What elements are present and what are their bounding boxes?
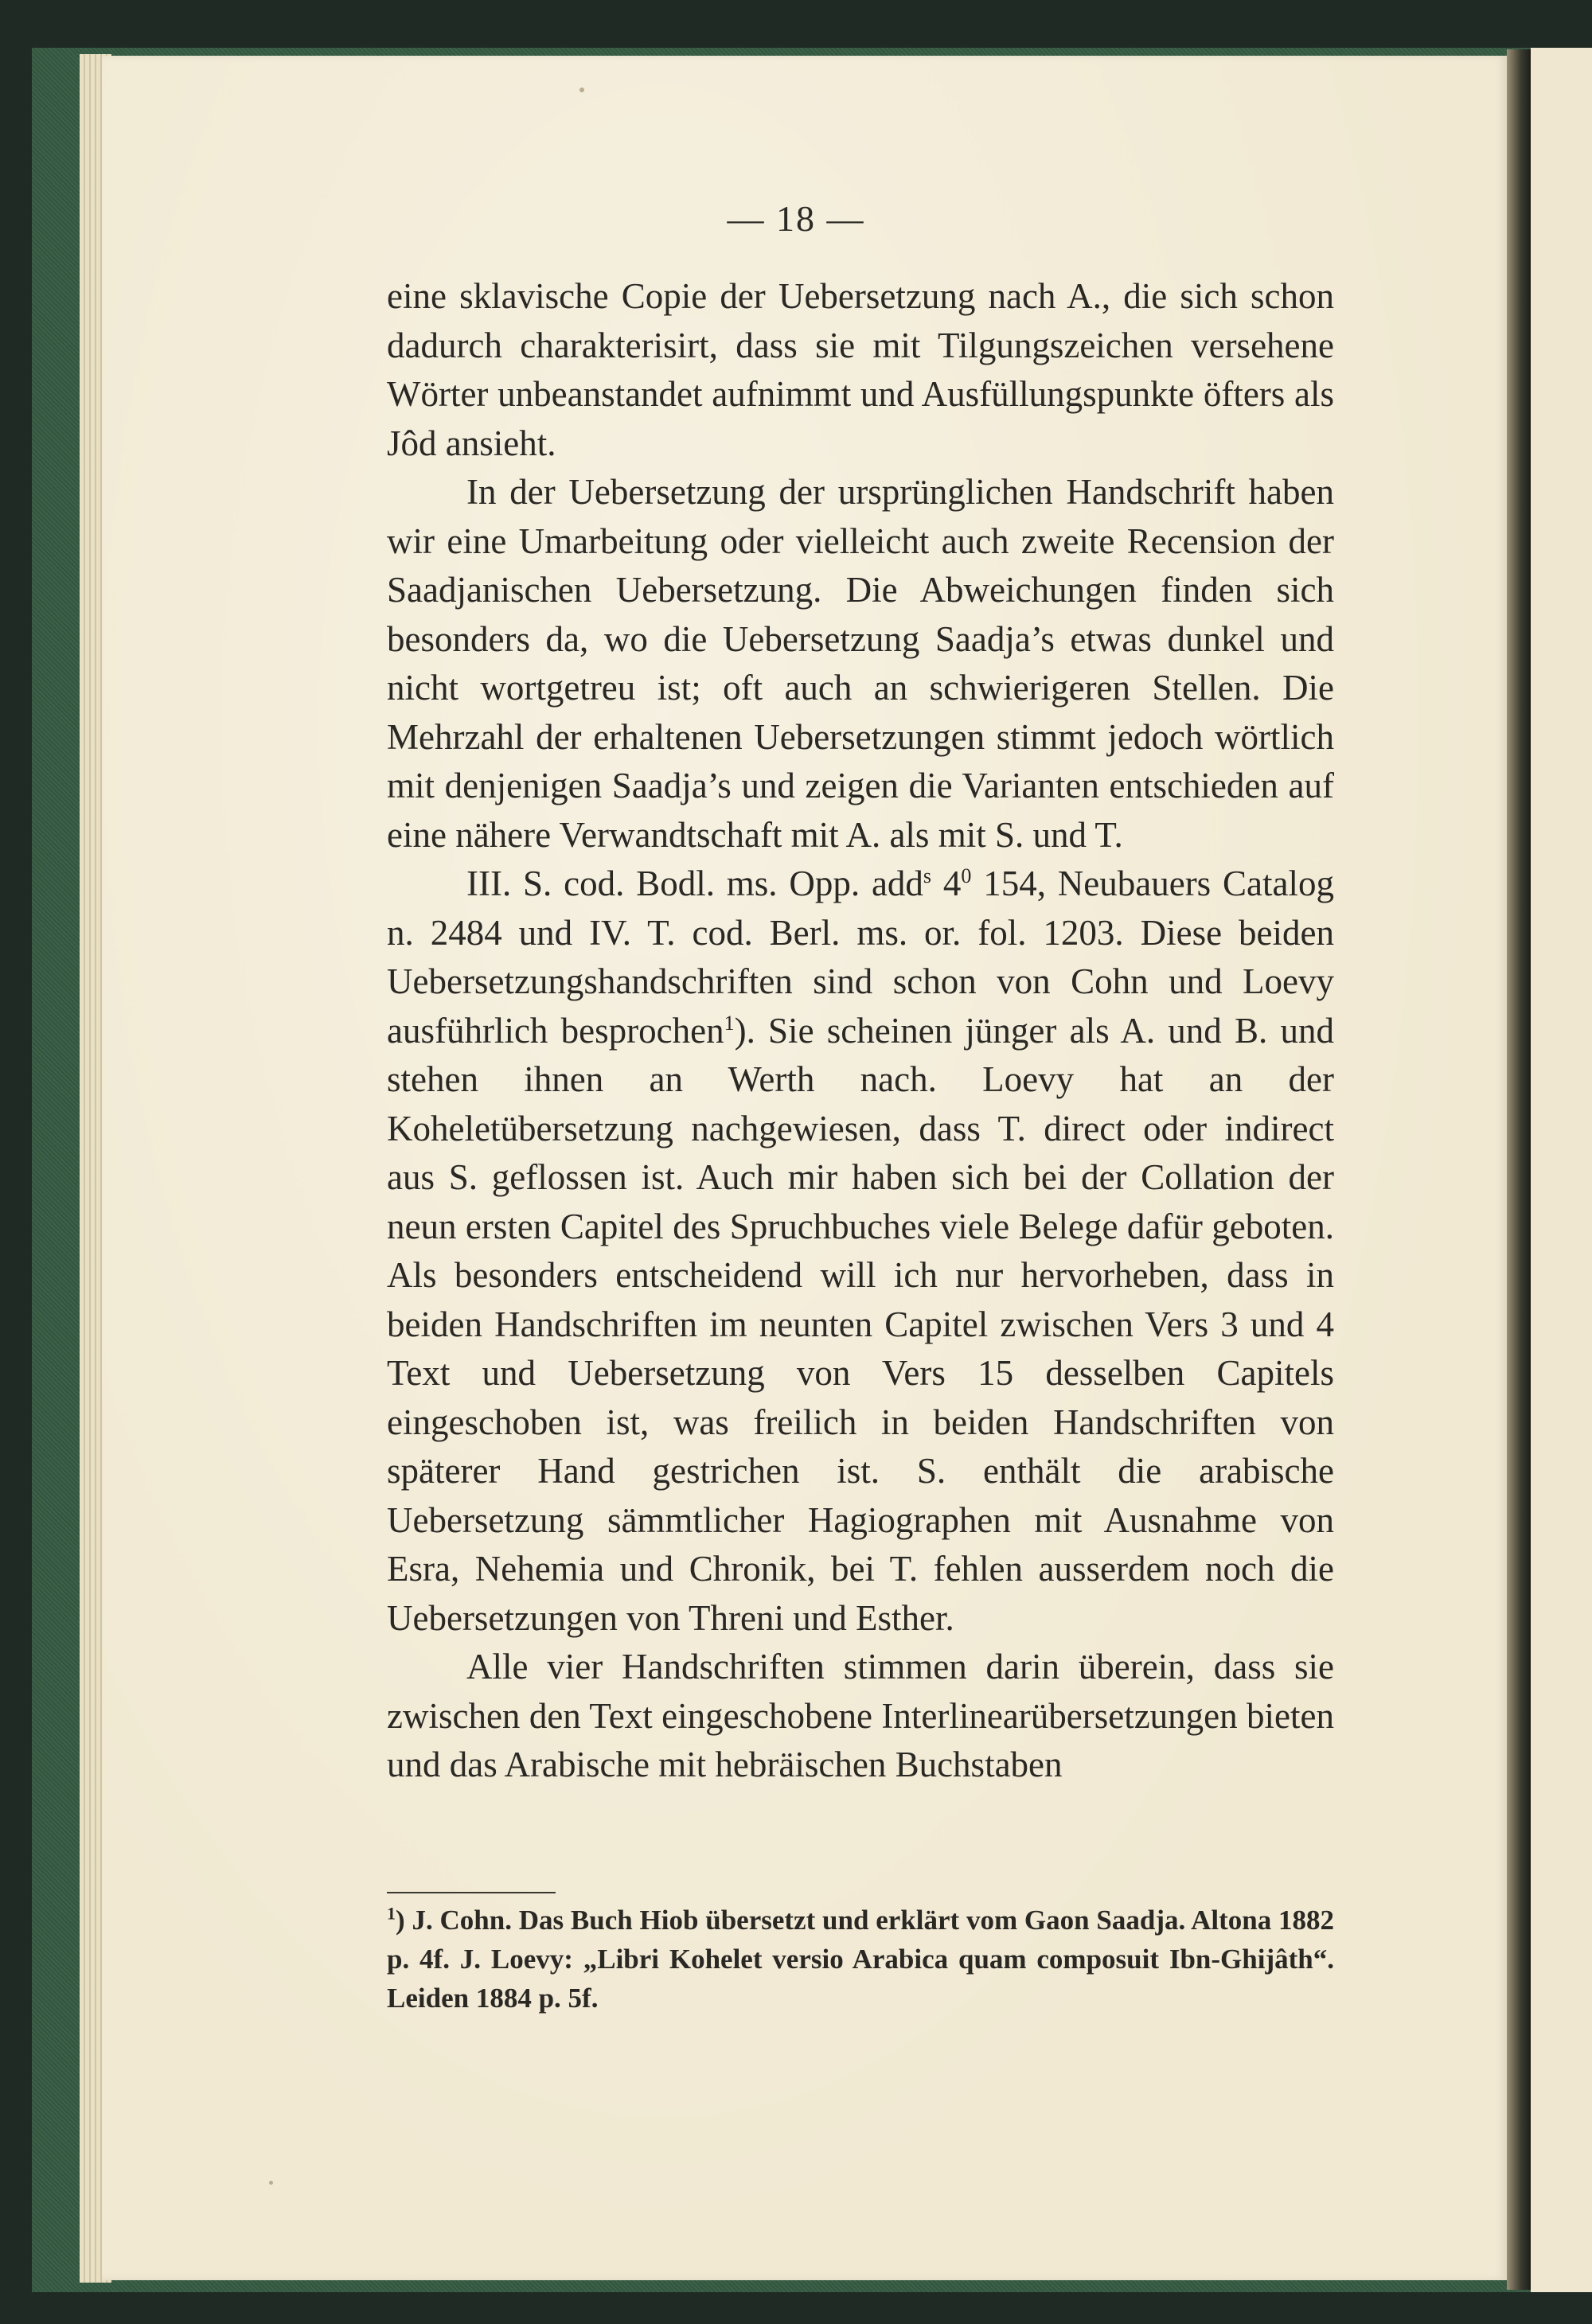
paragraph-3-end: ). Sie scheinen jünger als A. und B. und stehen ihnen an Werth nach. Loevy hat an der Koheletübersetzung nachgewiesen, dass T. direct oder indirect aus S. geflossen ist. Auch mir haben sich bei der Collation der neun ersten Capitel des Spruchbuches viele Belege dafür geboten. Als besonders entscheidend will ich nur hervorheben, dass in beiden Handschriften im neunten Capitel zwischen Vers 3 und 4 Text und Uebersetzung von Vers 15 desselben Capitels eingeschoben ist, was freilich in beiden Handschriften von späterer Hand gestrichen ist. S. enthält die arabische Uebersetzung sämmtlicher Hagiographen mit Ausnahme von Esra, Nehemia und Chronik, bei T. fehlen ausserdem noch die Uebersetzungen von Threni und Esther. — [387, 1010, 1334, 1638]
footnote-reference[interactable]: 1 — [724, 1011, 735, 1035]
paper-speck — [269, 2181, 273, 2185]
paragraph-2: In der Uebersetzung der ursprünglichen Handschrift haben wir eine Umarbeitung oder vielleicht auch zweite Recension der Saadjanischen Uebersetzung. Die Abweichungen finden sich besonders da, wo die Uebersetzung Saadja’s etwas dunkel und nicht wortgetreu ist; oft auch an schwierigeren Stellen. Die Mehrzahl der erhaltenen Uebersetzungen stimmt jedoch wörtlich mit denjenigen Saadja’s und zeigen die Varianten entschieden auf eine nähere Verwandtschaft mit A. als mit S. und T. — [387, 472, 1334, 855]
paragraph-3 — [387, 860, 1334, 1643]
paper-speck — [579, 88, 584, 92]
paragraph-3-format: 4 — [931, 864, 962, 903]
paragraph-3-start: III. S. cod. Bodl. ms. Opp. add — [466, 864, 923, 903]
footnote-mark: 1 — [387, 1903, 396, 1924]
book-gutter — [1507, 49, 1531, 2290]
paragraph-1: eine sklavische Copie der Uebersetzung nach A., die sich schon dadurch charakterisirt, dass sie mit Tilgungszeichen versehene Wörter unbeanstandet aufnimmt und Ausfüllungspunkte öfters als Jôd ansieht. — [387, 276, 1334, 463]
footnote — [387, 1901, 1334, 2018]
superscript-s: s — [923, 864, 932, 887]
page-number: — 18 — — [727, 198, 865, 239]
facing-page-edge — [1531, 48, 1592, 2292]
paragraph-3-middle: 154, Neubauers Catalog n. 2484 und IV. T. cod. Berl. ms. or. fol. 1203. Diese beiden Uebersetzungshandschriften sind schon von Cohn und Loevy ausführlich besprochen — [387, 864, 1334, 1051]
main-text — [387, 272, 1334, 1790]
paragraph-4: Alle vier Handschriften stimmen darin überein, dass sie zwischen den Text eingeschobene Interlinearübersetzungen bieten und das Arabische mit hebräischen Buchstaben — [387, 1647, 1334, 1784]
footnote-text: ) J. Cohn. Das Buch Hiob übersetzt und erklärt vom Gaon Saadja. Altona 1882 p. 4f. J. Loevy: „Libri Kohelet versio Arabica quam composuit Ibn-Ghijâth“. Leiden 1884 p. 5f. — [387, 1905, 1334, 2014]
footnote-divider — [387, 1892, 556, 1893]
degree-mark: 0 — [961, 864, 972, 887]
